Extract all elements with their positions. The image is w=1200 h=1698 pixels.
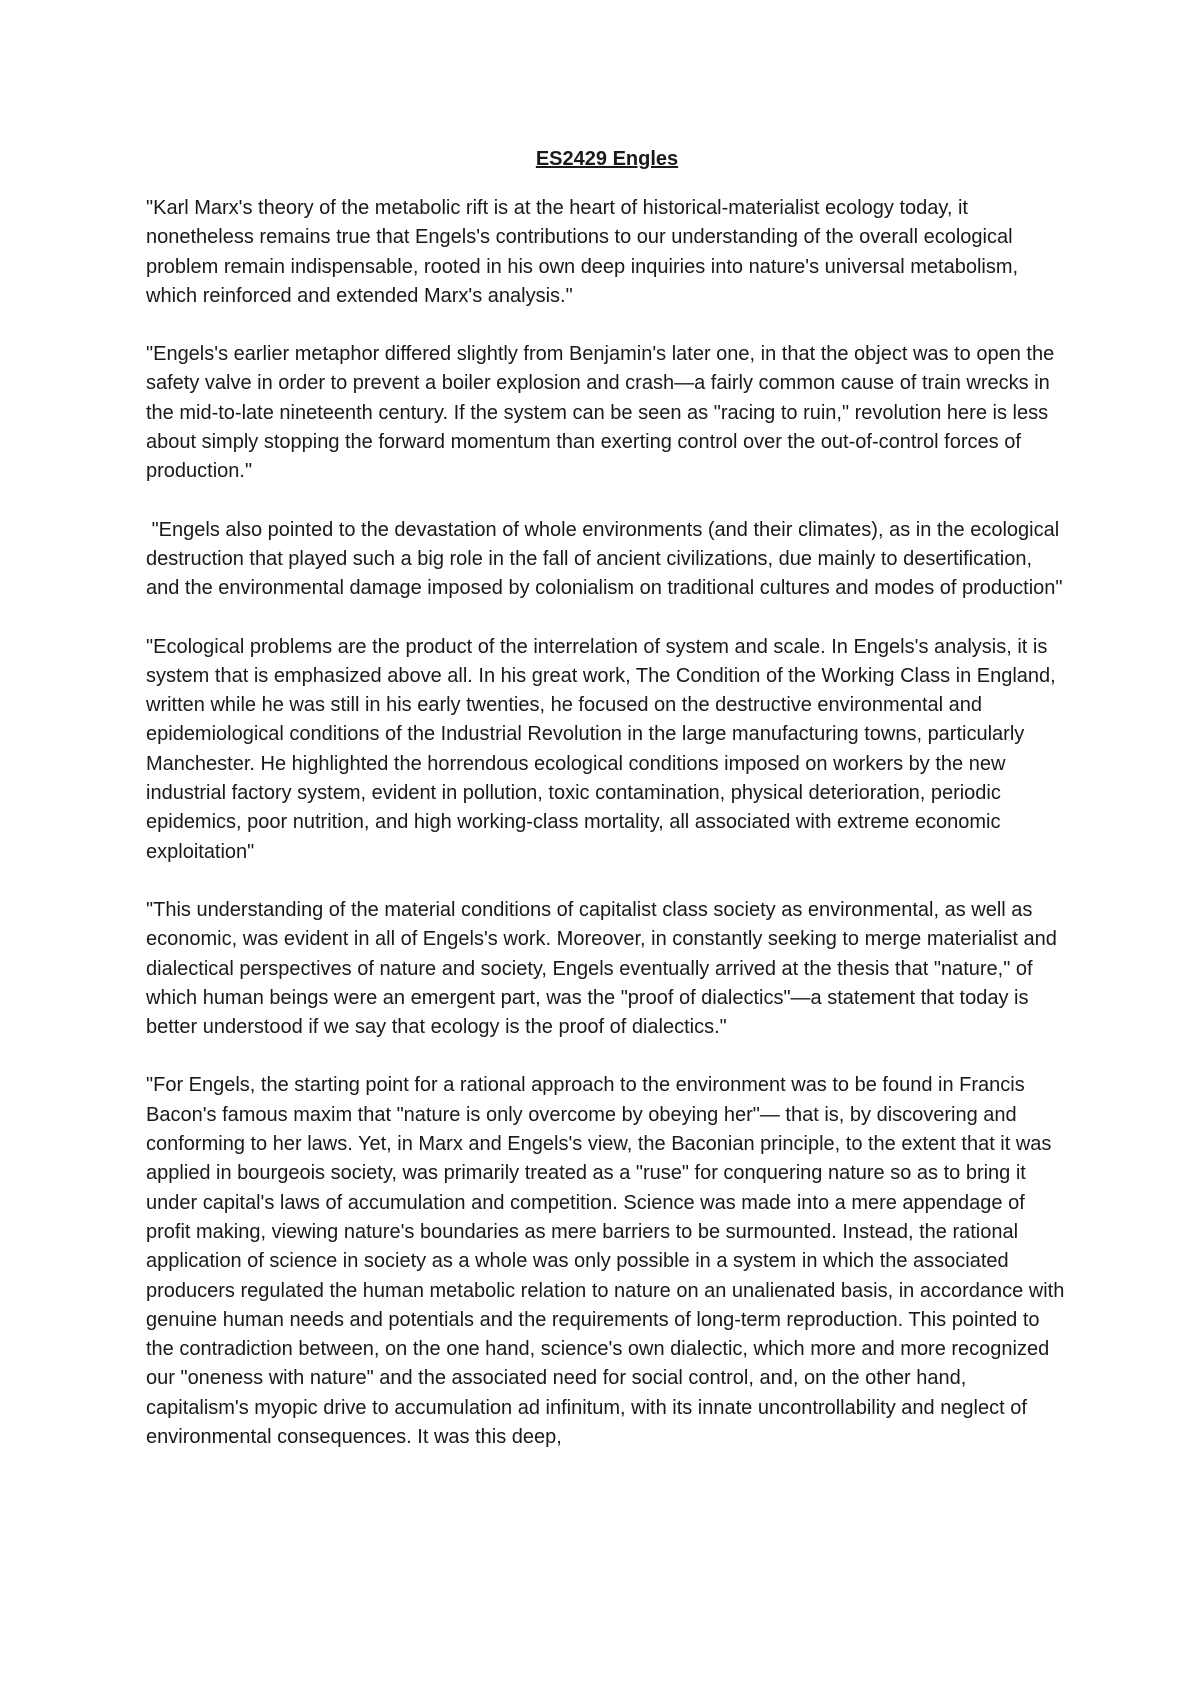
paragraph-4: "Ecological problems are the product of the interrelation of system and scale. In Engels's analysis, it is system that is emphasized above all. In his great work, The Condition of the Working Class in England, written while he was still in his early twenties, he focused on the destructive environmental and epidemiological conditions of the Industrial Revolution in the large manufacturing towns, particularly Manchester. He highlighted the horrendous ecological conditions imposed on workers by the new industrial factory system, evident in pollution, toxic contamination, physical deterioration, periodic epidemics, poor nutrition, and high working-class mortality, all associated with extreme economic exploitation" [146,635,1062,863]
paragraph-3: "Engels also pointed to the devastation of whole environments (and their climates), as in the ecological destruction that played such a big role in the fall of ancient civilizations, due mainly to desertification, and the environmental damage imposed by colonialism on traditional cultures and modes of production" [146,518,1065,600]
paragraph-6: "For Engels, the starting point for a rational approach to the environment was to be found in Francis Bacon's famous maxim that "nature is only overcome by obeying her"— that is, by discovering and conforming to her laws. Yet, in Marx and Engels's view, the Baconian principle, to the extent that it was applied in bourgeois society, was primarily treated as a "ruse" for conquering nature so as to bring it under capital's laws of accumulation and competition. Science was made into a mere appendage of profit making, viewing nature's boundaries as mere barriers to be surmounted. Instead, the rational application of science in society as a whole was only possible in a system in which the associated producers regulated the human metabolic relation to nature on an unalienated basis, in accordance with genuine human needs and potentials and the requirements of long-term reproduction. This pointed to the contradiction between, on the one hand, science's own dialectic, which more and more recognized our "oneness with nature" and the associated need for social control, and, on the other hand, capitalism's myopic drive to accumulation ad infinitum, with its innate uncontrollability and neglect of environmental consequences. It was this deep, [146,1074,1070,1448]
paragraph-2: "Engels's earlier metaphor differed slightly from Benjamin's later one, in that the object was to open the safety valve in order to prevent a boiler explosion and crash—a fairly common cause of train wrecks in the mid-to-late nineteenth century. If the system can be seen as "racing to ruin," revolution here is less about simply stopping the forward momentum than exerting control over the out-of-control forces of production." [146,343,1060,483]
document-title: ES2429 Engles [535,148,679,170]
document-body [146,145,1068,1452]
paragraph-5: "This understanding of the material conditions of capitalist class society as environmental, as well as economic, was evident in all of Engels's work. Moreover, in constantly seeking to merge materialist and dialectical perspectives of nature and society, Engels eventually arrived at the thesis that "nature," of which human beings were an emergent part, was the "proof of dialectics"—a statement that today is better understood if we say that ecology is the proof of dialectics." [146,898,1063,1039]
paragraph-1: "Karl Marx's theory of the metabolic rift is at the heart of historical-materialist ecology today, it nonetheless remains true that Engels's contributions to our understanding of the overall ecological problem remain indispensable, rooted in his own deep inquiries into nature's universal metabolism, which reinforced and extended Marx's analysis." [146,197,1024,307]
